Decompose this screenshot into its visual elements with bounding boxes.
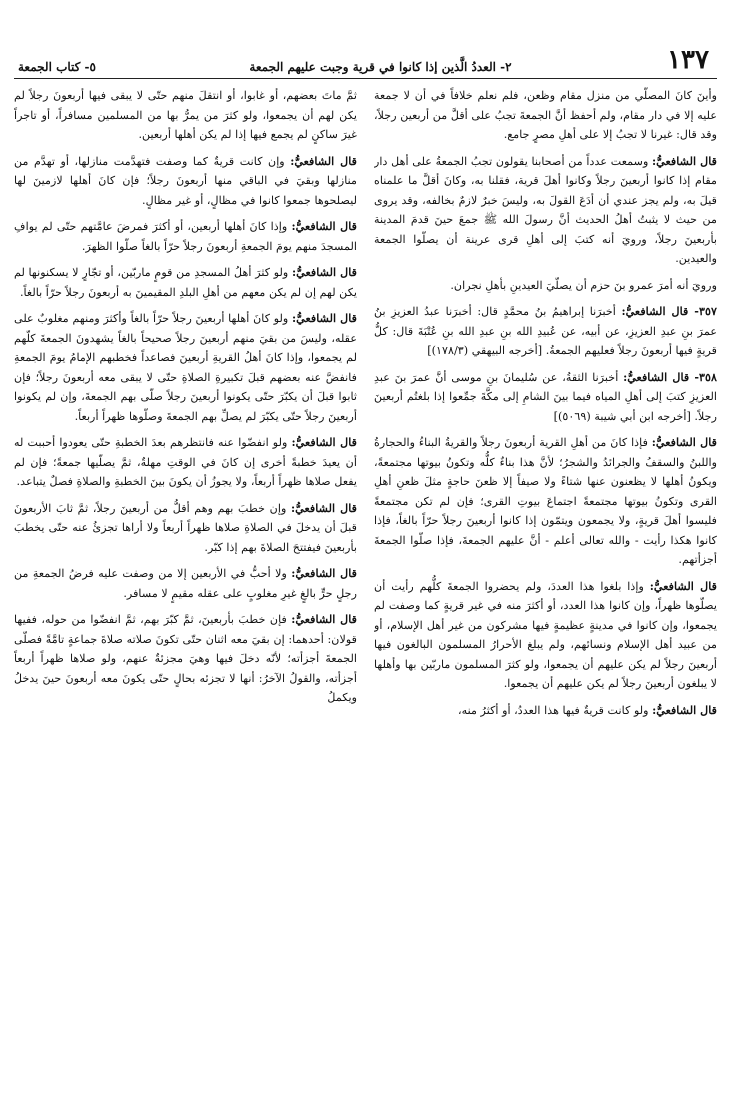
page-header bbox=[14, 0, 717, 79]
paragraph bbox=[374, 577, 717, 694]
speaker-label: قال الشافعيُّ: bbox=[292, 311, 357, 325]
paragraph-text: ولو كثرَ أهلُ المسجدِ من قومٍ ماربّين، أو تجّارٍ لا يسكنونها لم يكن لهم إن لم يكن معهم من أهلِ البلدِ المقيمينَ به أربعونَ رجلاً حرّاً بالغاً. bbox=[14, 266, 357, 299]
right-column bbox=[374, 86, 717, 1102]
speaker-label: قال الشافعيُّ: bbox=[291, 612, 357, 626]
paragraph-text: أخبرَنا إبراهيمُ بنُ محمَّدٍ قال: أخبرَنا عبدُ العزيزِ بنُ عمرَ بنِ عبدِ العزيزِ، عن أبيه، عن عُبيدِ الله بنِ عبدِ الله بنِ عُتْبَةَ قال: كلُّ قريةٍ فيها أربعونَ رجلاً فعليهم الجمعةُ. [أخرجه البيهقي (١٧٨/٣)] bbox=[374, 305, 717, 357]
speaker-label: قال الشافعيُّ: bbox=[291, 219, 357, 233]
paragraph bbox=[14, 499, 357, 558]
paragraph bbox=[374, 433, 717, 570]
paragraph bbox=[14, 610, 357, 708]
paragraph bbox=[14, 86, 357, 145]
paragraph-text: أخبرَنا الثقةُ، عن سُليمانَ بنِ موسى أنَّ عمرَ بنَ عبدِ العزيزِ كتبَ إلى أهلِ المياه فيما بينَ الشامِ إلى مكَّةَ جمِّعوا إذا بلغتُم أربعينَ رجلاً. [أخرجه ابن أبي شيبة (٥٠٦٩)] bbox=[374, 370, 717, 423]
speaker-label: قال الشافعيُّ: bbox=[652, 153, 717, 168]
paragraph bbox=[14, 263, 357, 302]
speaker-label: قال الشافعيُّ: bbox=[652, 702, 717, 717]
paragraph-text: ثمَّ ماتَ بعضهم، أو غابوا، أو انتقلَ منهم حتّى لا يبقى فيها أربعونَ رجلاً لم يكن لهم أن يجمعوا، ولو كثرَ من يمرُّ بها من المسلمين مسافراً، أو تاجراً غيرَ ساكنٍ لم يجمع فيها إذا لم يكن أهلها أربعين. bbox=[14, 89, 357, 141]
paragraph bbox=[374, 152, 717, 269]
paragraph bbox=[374, 701, 717, 721]
paragraph-text: وإن خطبَ بهم وهم أقلُّ من أربعينَ رجلاً، ثمَّ ثابَ الأربعونَ قبلَ أن يدخلَ في الصلاةِ صلاها ظهراً أربعاً ولا أراها تجزئُ عنه حتّى يخطبَ بأربعينَ فيفتتحَ الصلاةَ بهم إذا كبّر. bbox=[14, 501, 357, 554]
paragraph bbox=[374, 276, 717, 296]
paragraph bbox=[14, 564, 357, 603]
paragraph-text: ولو كانَ أهلها أربعينَ رجلاً حرّاً بالغاً وأكثرَ ومنهم مغلوبٌ على عقله، وليسَ من بقيَ منهم أربعينَ رجلاً صحيحاً بالغاً يشهدونَ الجمعةَ كلّهم لم يجمعوا، وإذا كانَ أهلُ القريةِ أربعينَ فصاعداً فخطبهم الإمامُ يومَ الجمعةِ فانفضَّ عنه بعضهم قبلَ تكبيرةِ الصلاةِ حتّى لا يبقى معه أربعونَ رجلاً؛ فإن ثابوا قبلَ أن يكبّرَ حتّى يكونوا أربعينَ رجلاً صلّى بهم الجمعةَ، وإن لم يكونوا أربعينَ رجلاً حتّى يكبّرَ لم يصلِّ بهم الجمعةَ وصلّوها ظهراً أربعاً. bbox=[14, 312, 357, 423]
speaker-label: قال الشافعيُّ: bbox=[651, 435, 717, 449]
speaker-label: ٣٥٧- قال الشافعيُّ: bbox=[621, 304, 717, 318]
page-number: ١٣٧ bbox=[667, 45, 709, 75]
speaker-label: قال الشافعيُّ: bbox=[291, 566, 357, 580]
left-column bbox=[14, 86, 357, 1102]
speaker-label: قال الشافعيُّ: bbox=[291, 435, 357, 449]
paragraph bbox=[374, 302, 717, 361]
paragraph-text: فإن خطبَ بأربعينَ، ثمَّ كبّرَ بهم، ثمَّ انفضّوا من حوله، ففيها قولان: أحدهما: إن بقيَ معه اثنان حتّى تكونَ صلاته صلاةَ جماعةٍ تامَّةً فصلّى الجمعةَ أجزأته؛ لأنّه دخلَ فيها وهيَ مجزئةٌ عنهم، ولو صلاها ظهراً أربعاً أجزأته، والقولُ الآخرُ: أنها لا تجزئه بحالٍ حتّى يكونَ معه أربعونَ حينَ يدخلُ ويكملُ bbox=[14, 613, 357, 704]
paragraph bbox=[374, 368, 717, 427]
chapter-title: ٢- العددُ الَّذين إذا كانوا في قرية وجبت عليهم الجمعة bbox=[249, 60, 512, 74]
paragraph-text: وأينَ كانَ المصلّي من منزل مقام وظعن، فلم نعلم خلافاً في أن لا جمعة عليه إلا في دار مقام، ولم أحفظ أنَّ الجمعةَ تجبُ على أقلَّ من أربعين رجلاً، وقد قال: غيرنا لا تجبُ إلا على أهلِ مصرٍ جامع. bbox=[374, 89, 717, 141]
paragraph-text: وسمعت عدداً من أصحابنا يقولون تجبُ الجمعةُ على أهل دار مقام إذا كانوا أربعينَ رجلاً وكانوا أهلَ قرية، فقلنا به، وكانَ أقلَّ ما علمناه قيلَ به، ولم يجز عندي أن أدَعَ القولَ به، وليسَ خبرٌ لازمٌ بخالفه، وقد يروى من حيث لا يثبتُ أهلُ الحديث أنَّ رسولَ الله ﷺ جمعَ حينَ قدمَ المدينة بأربعينَ رجلاً، ورويَ أنه كتبَ إلى أهلِ قرى عرينة أن يصلّوا الجمعة والعيدين. bbox=[374, 154, 717, 265]
paragraph-text: ورويَ أنه أمرَ عمرو بنَ حزم أن يصلّيَ العيدينِ بأهلِ نجران. bbox=[450, 278, 717, 292]
paragraph bbox=[14, 217, 357, 256]
paragraph bbox=[14, 433, 357, 492]
paragraph-text: وإن كانت قريةٌ كما وصفت فتهدَّمت منازلها، أو تهدَّم من منازلها وبقيَ في الباقي منها أربعونَ رجلاً؛ فإن كانَ أهلها لازمينَ لها ليصلحوها جمعوا كانوا في مظالٍ، أو غير مظالٍ. bbox=[14, 154, 357, 207]
paragraph-text: ولو كانت قريةٌ فيها هذا العددُ، أو أكثرُ منه، bbox=[458, 703, 649, 717]
speaker-label: ٣٥٨- قال الشافعيُّ: bbox=[623, 369, 717, 384]
speaker-label: قال الشافعيُّ: bbox=[291, 500, 357, 515]
paragraph-text: وإذا بلغوا هذا العددَ، ولم يحضروا الجمعةَ كلُّهم رأيت أن يصلّوها ظهراً، وإن كانوا هذا العدد، أو أكثرَ منه في غير قريةٍ كما وصفت لم يجمعوا، وإن كانوا في مدينةٍ عظيمةٍ فيها مشركون من غير أهل الإسلام، أو من عبيد أهل الإسلام ونسائهم، ولم يبلغ الأحرارُ المسلمون البالغون فيها أربعينَ رجلاً لم يكن عليهم أن يجمعوا، ولو كثرَ المسلمون ماربّين بها وأهلها لا يبلغون أربعينَ رجلاً لم يكن عليهم أن يجمعوا. bbox=[374, 579, 717, 690]
speaker-label: قال الشافعيُّ: bbox=[290, 153, 357, 168]
paragraph-text: ولو انفضّوا عنه فانتظرهم بعدَ الخطبةِ حتّى يعودوا أحببت له أن يعيدَ خطبةً أخرى إن كانَ في الوقتِ مهلةٌ، ثمَّ يصلّيها جمعةً؛ فإن لم يفعل صلاها ظهراً أربعاً، ولا يجوزُ أن يكونَ بينَ الخطبةِ والصلاةِ فصلٌ يتباعد. bbox=[14, 436, 357, 488]
paragraph-text: وإذا كانَ أهلها أربعين، أو أكثرَ فمرضَ عامَّتهم حتّى لم يوافِ المسجدَ منهم يومَ الجمعةِ أربعونَ رجلاً حرّاً بالغاً صلّوا الظهرَ. bbox=[14, 220, 357, 253]
book-title: ٥- كتاب الجمعة bbox=[18, 60, 96, 74]
paragraph-text: ولا أحبُّ في الأربعين إلا من وصفت عليه فرضُ الجمعةِ من رجلٍ حرٍّ بالغٍ غيرِ مغلوبٍ على عقله مقيمٍ لا مسافر. bbox=[14, 567, 357, 600]
paragraph-text: فإذا كانَ من أهلِ القرية أربعونَ رجلاً والقريةُ البناءُ والحجارةُ واللبنُ والسقفُ والجرائدُ والشجرُ؛ لأنَّ هذا بناءٌ كلُّه وتكونُ بيوتها مجتمعةً، ويكونُ أهلها لا يظعنون عنها شتاءً ولا صيفاً إلا ظعنَ حاجةٍ مثلَ ظعنِ أهلِ القرى وتكونُ بيوتها مجتمعةً اجتماعَ بيوتِ القرى؛ فإن لم تكن مجتمعةً فليسوا أهلَ قريةٍ، ولا يجمعون ويتمّون إذا كانوا أربعينَ رجلاً حرّاً بالغاً، فإذا كانوا هكذا رأيت - والله تعالى أعلم - أنَّ عليهم الجمعةَ، فإذا صلّوا الجمعةَ أجزأتهم. bbox=[374, 436, 717, 566]
paragraph bbox=[14, 152, 357, 211]
paragraph bbox=[374, 86, 717, 145]
speaker-label: قال الشافعيُّ: bbox=[649, 578, 717, 593]
paragraph bbox=[14, 309, 357, 426]
speaker-label: قال الشافعيُّ: bbox=[292, 265, 357, 279]
